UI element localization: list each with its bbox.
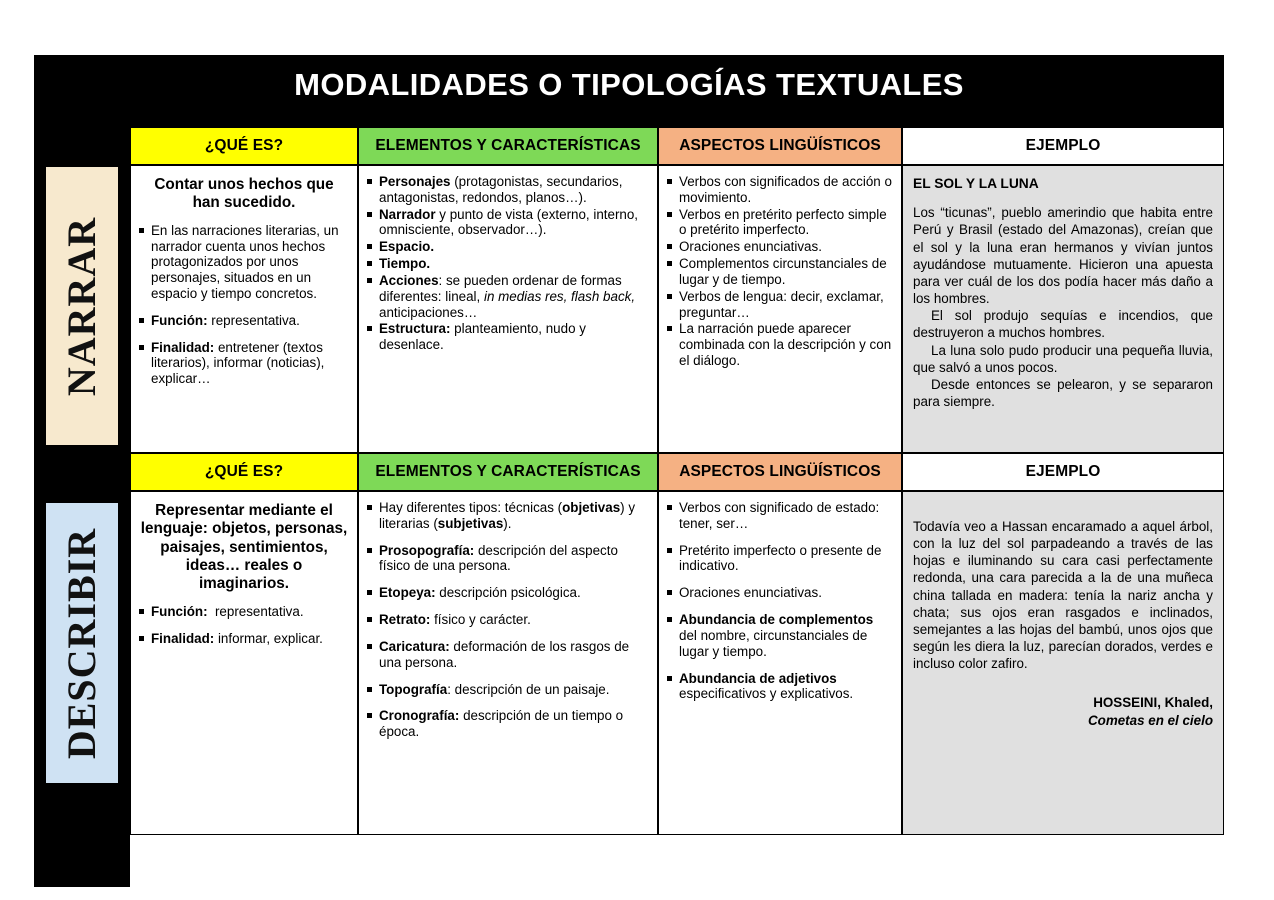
example-paragraph: Los “ticunas”, pueblo amerindio que habita entre Perú y Brasil (estado del Amazonas), creían que el sol y la luna eran hermanos y vivían juntos ayudándose mutuamente. Hicieron una apuesta para ver cuál de los dos podía hacer más daño a los hombres. [913,205,1213,307]
narrar-example-body [913,204,1213,410]
column-header-elementos-2 [358,453,658,491]
list-item: Narrador y punto de vista (externo, interno, omnisciente, observador…). [366,207,650,239]
list-item: Complementos circunstanciales de lugar y de tiempo. [666,256,894,288]
example-paragraph: El sol produjo sequías e incendios, que destruyeron a muchos hombres. [913,308,1213,341]
list-item: En las narraciones literarias, un narrador cuenta unos hechos protagonizados por unos personajes, situados en un espacio y tiempo concretos. [138,223,350,302]
list-item: Acciones: se pueden ordenar de formas diferentes: lineal, in medias res, flash back, anticipaciones… [366,273,650,320]
describir-que-es-list [138,604,350,647]
column-header-que-es-label: ¿QUÉ ES? [204,137,284,154]
list-item: Abundancia de complementos del nombre, circunstanciales de lugar y tiempo. [666,612,894,659]
cell-narrar-aspectos [658,165,902,453]
column-header-ejemplo-label: EJEMPLO [1025,137,1101,154]
list-item: Finalidad: informar, explicar. [138,631,350,647]
column-header-ejemplo [902,127,1224,165]
list-item: Personajes (protagonistas, secundarios, antagonistas, redondos, planos…). [366,174,650,206]
example-author: HOSSEINI, Khaled, [1093,695,1213,711]
row-label-narrar-text: NARRAR [59,216,105,396]
row-label-narrar [46,167,118,445]
row-label-describir-text: DESCRIBIR [59,527,105,759]
column-header-elementos-2-label: ELEMENTOS Y CARACTERÍSTICAS [375,463,641,480]
list-item: Verbos con significados de acción o movimiento. [666,174,894,206]
cell-narrar-ejemplo [902,165,1224,453]
list-item: Etopeya: descripción psicológica. [366,585,650,601]
cell-narrar-elementos [358,165,658,453]
list-item: Topografía: descripción de un paisaje. [366,682,650,698]
column-header-elementos [358,127,658,165]
column-header-que-es-2-label: ¿QUÉ ES? [204,463,284,480]
list-item: Cronografía: descripción de un tiempo o época. [366,708,650,740]
list-item: Hay diferentes tipos: técnicas (objetivas) y literarias (subjetivas). [366,500,650,532]
column-header-aspectos-2-label: ASPECTOS LINGÜÍSTICOS [679,463,881,480]
list-item: La narración puede aparecer combinada con la descripción y con el diálogo. [666,321,894,368]
column-header-ejemplo-2-label: EJEMPLO [1025,463,1101,480]
cell-describir-elementos [358,491,658,835]
list-item: Tiempo. [366,256,650,272]
list-item: Prosopografía: descripción del aspecto físico de una persona. [366,543,650,575]
list-item: Oraciones enunciativas. [666,585,894,601]
list-item: Pretérito imperfecto o presente de indicativo. [666,543,894,575]
describir-aspectos-list [666,500,894,702]
column-header-que-es-2 [130,453,358,491]
example-paragraph: La luna solo pudo producir una pequeña lluvia, que salvó a unos pocos. [913,342,1213,375]
list-item: Caricatura: deformación de los rasgos de una persona. [366,639,650,671]
list-item: Función: representativa. [138,313,350,329]
row-label-describir [46,503,118,783]
list-item: Finalidad: entretener (textos literarios), informar (noticias), explicar… [138,340,350,387]
list-item: Oraciones enunciativas. [666,239,894,255]
list-item: Retrato: físico y carácter. [366,612,650,628]
list-item: Verbos con significado de estado: tener, ser… [666,500,894,532]
cell-describir-que-es [130,491,358,835]
example-work: Cometas en el cielo [1087,712,1213,728]
list-item: Función: representativa. [138,604,350,620]
cell-describir-aspectos [658,491,902,835]
column-header-aspectos-label: ASPECTOS LINGÜÍSTICOS [679,137,881,154]
typologies-table [34,55,1224,835]
list-item: Espacio. [366,239,650,255]
column-header-ejemplo-2 [902,453,1224,491]
row-label-column-narrar [34,115,130,453]
column-header-aspectos [658,127,902,165]
list-item: Verbos en pretérito perfecto simple o pretérito imperfecto. [666,207,894,239]
describir-example-body [913,518,1213,672]
list-item: Estructura: planteamiento, nudo y desenlace. [366,321,650,353]
row-label-column-describir-filler [34,832,130,887]
cell-narrar-que-es [130,165,358,453]
header-row-narrar [130,127,1224,165]
narrar-elementos-list [366,174,650,353]
narrar-que-es-lead: Contar unos hechos que han sucedido. [154,176,334,212]
list-item: Verbos de lengua: decir, exclamar, preguntar… [666,289,894,321]
column-header-que-es [130,127,358,165]
page-title: MODALIDADES O TIPOLOGÍAS TEXTUALES [294,67,964,102]
example-paragraph: Desde entonces se pelearon, y se separaron para siempre. [913,376,1213,409]
document-title-banner [34,55,1224,115]
row-label-column-describir [34,453,130,832]
example-paragraph: Todavía veo a Hassan encaramado a aquel árbol, con la luz del sol parpadeando a través de las hojas e iluminando su cara casi perfectamente redonda, una cara parecida a la de una muñeca china tallada en madera: tenía la nariz ancha y chata; sus ojos eran rasgados e inclinados, semejantes a las hojas del bambú, unos ojos que según les diera la luz, parecían dorados, verdes e incluso color zafiro. [913,519,1213,672]
column-header-aspectos-2 [658,453,902,491]
header-row-describir [130,453,1224,491]
narrar-example-title: EL SOL Y LA LUNA [913,176,1039,191]
describir-example-source [913,694,1213,729]
describir-elementos-list [366,500,650,740]
cell-describir-ejemplo [902,491,1224,835]
narrar-aspectos-list [666,174,894,369]
describir-que-es-lead: Representar mediante el lenguaje: objetos, personas, paisajes, sentimientos, ideas… reales o imaginarios. [140,502,348,593]
column-header-elementos-label: ELEMENTOS Y CARACTERÍSTICAS [375,137,641,154]
narrar-que-es-list [138,223,350,387]
list-item: Abundancia de adjetivos especificativos y explicativos. [666,671,894,703]
